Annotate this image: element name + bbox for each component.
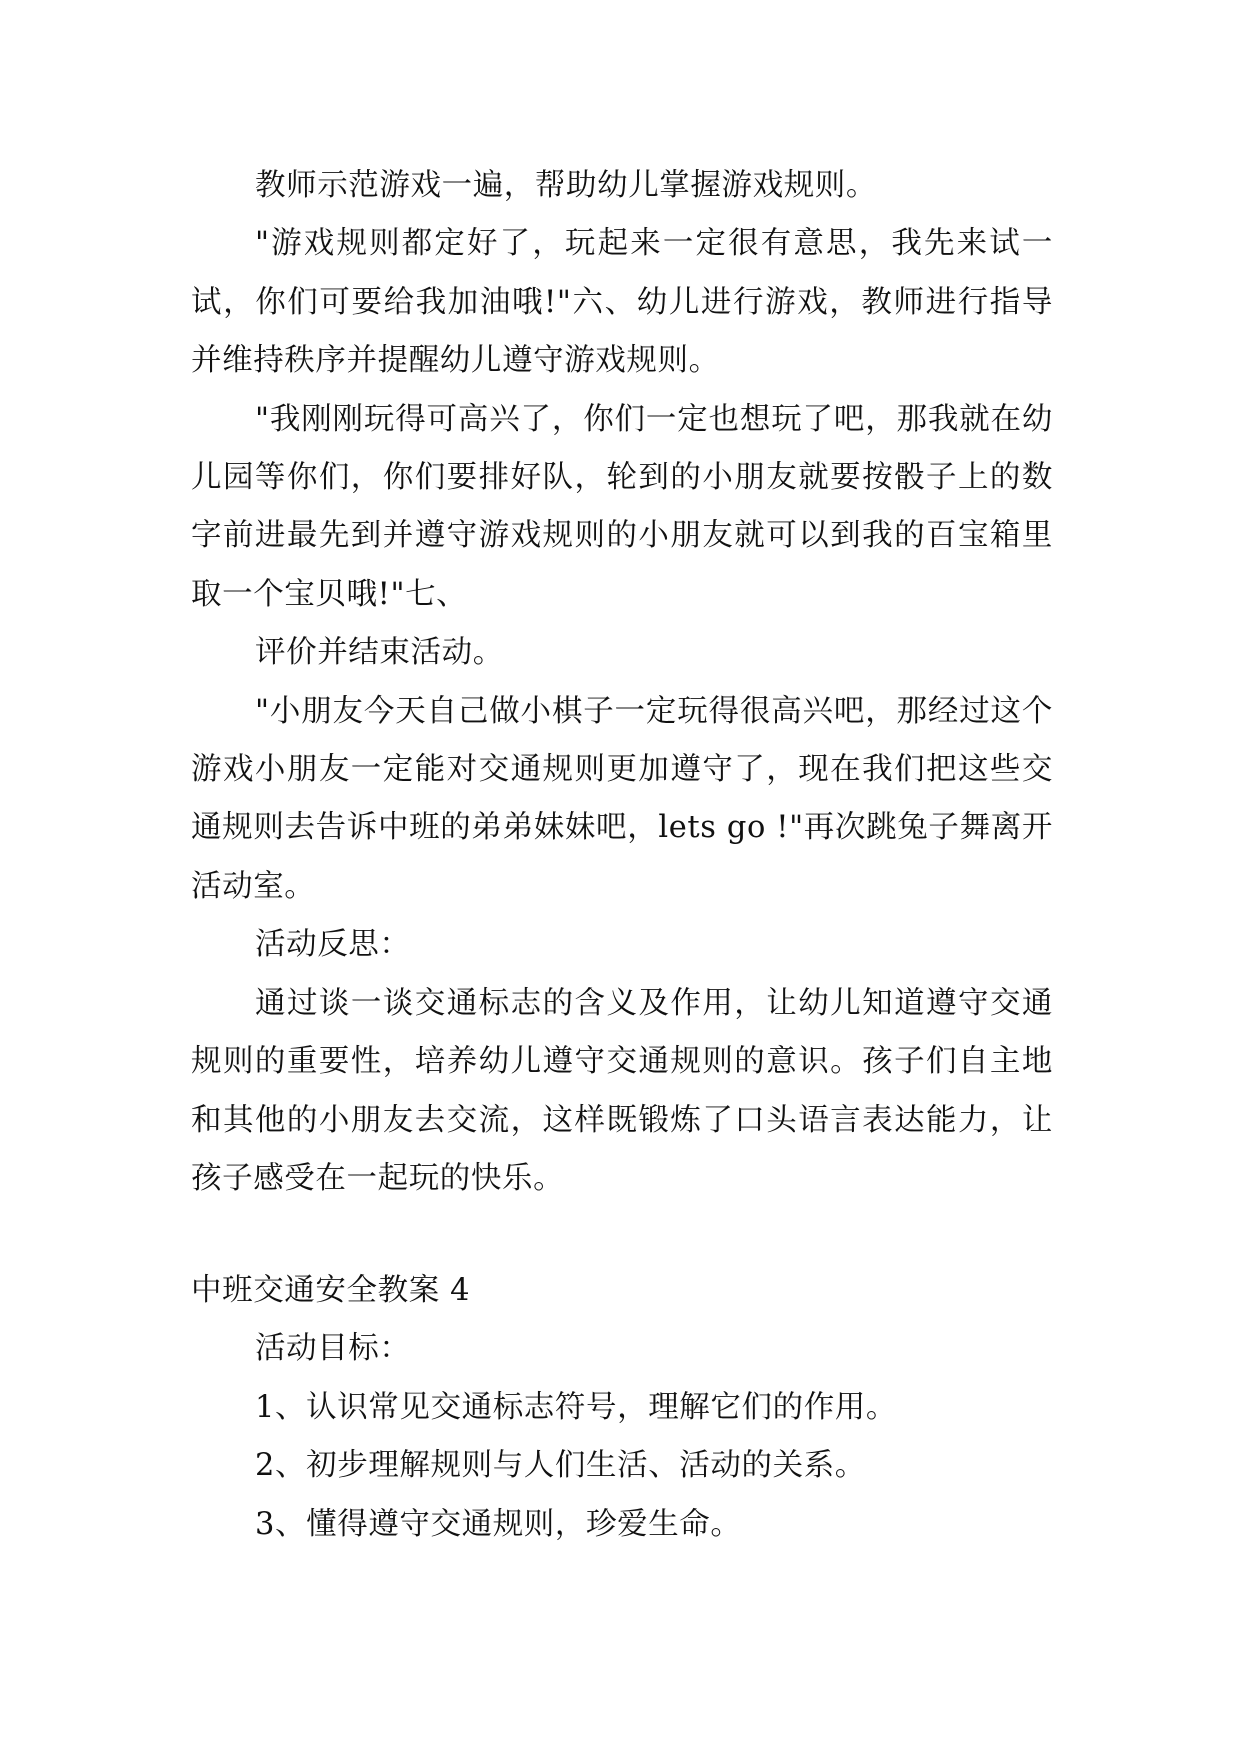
paragraph-reflection-heading: 活动反思：: [255, 927, 411, 963]
goal-item-2: 2、初步理解规则与人们生活、活动的关系。: [255, 1448, 866, 1484]
body-text-bottom: [191, 1262, 1053, 1554]
section-title: 中班交通安全教案 4: [191, 1273, 471, 1308]
goal-item-3: 3、懂得遵守交通规则，珍爱生命。: [255, 1506, 742, 1542]
body-text-top: [191, 157, 1053, 1208]
goal-item-1: 1、认识常见交通标志符号，理解它们的作用。: [255, 1389, 898, 1425]
paragraph-play-quote: "我刚刚玩得可高兴了，你们一定也想玩了吧，那我就在幼儿园等你们，你们要排好队，轮到的小朋友就要按骰子上的数字前进最先到并遵守游戏规则的小朋友就可以到我的百宝箱里取一个宝贝哦!"七、: [191, 401, 1053, 612]
paragraph-goals-heading: 活动目标：: [255, 1331, 411, 1367]
paragraph-reflection: 通过谈一谈交通标志的含义及作用，让幼儿知道遵守交通规则的重要性，培养幼儿遵守交通规则的意识。孩子们自主地和其他的小朋友去交流，这样既锻炼了口头语言表达能力，让孩子感受在一起玩的快乐。: [191, 985, 1053, 1196]
paragraph-demo: 教师示范游戏一遍，帮助幼儿掌握游戏规则。: [255, 168, 877, 203]
paragraph-rules-quote: "游戏规则都定好了，玩起来一定很有意思，我先来试一试，你们可要给我加油哦!"六、幼儿进行游戏，教师进行指导并维持秩序并提醒幼儿遵守游戏规则。: [191, 226, 1053, 379]
paragraph-closing-quote: "小朋友今天自己做小棋子一定玩得很高兴吧，那经过这个游戏小朋友一定能对交通规则更加遵守了，现在我们把这些交通规则去告诉中班的弟弟妹妹吧，lets go !"再次跳兔子舞离开活动室。: [191, 693, 1053, 904]
paragraph-evaluate: 评价并结束活动。: [255, 635, 504, 671]
